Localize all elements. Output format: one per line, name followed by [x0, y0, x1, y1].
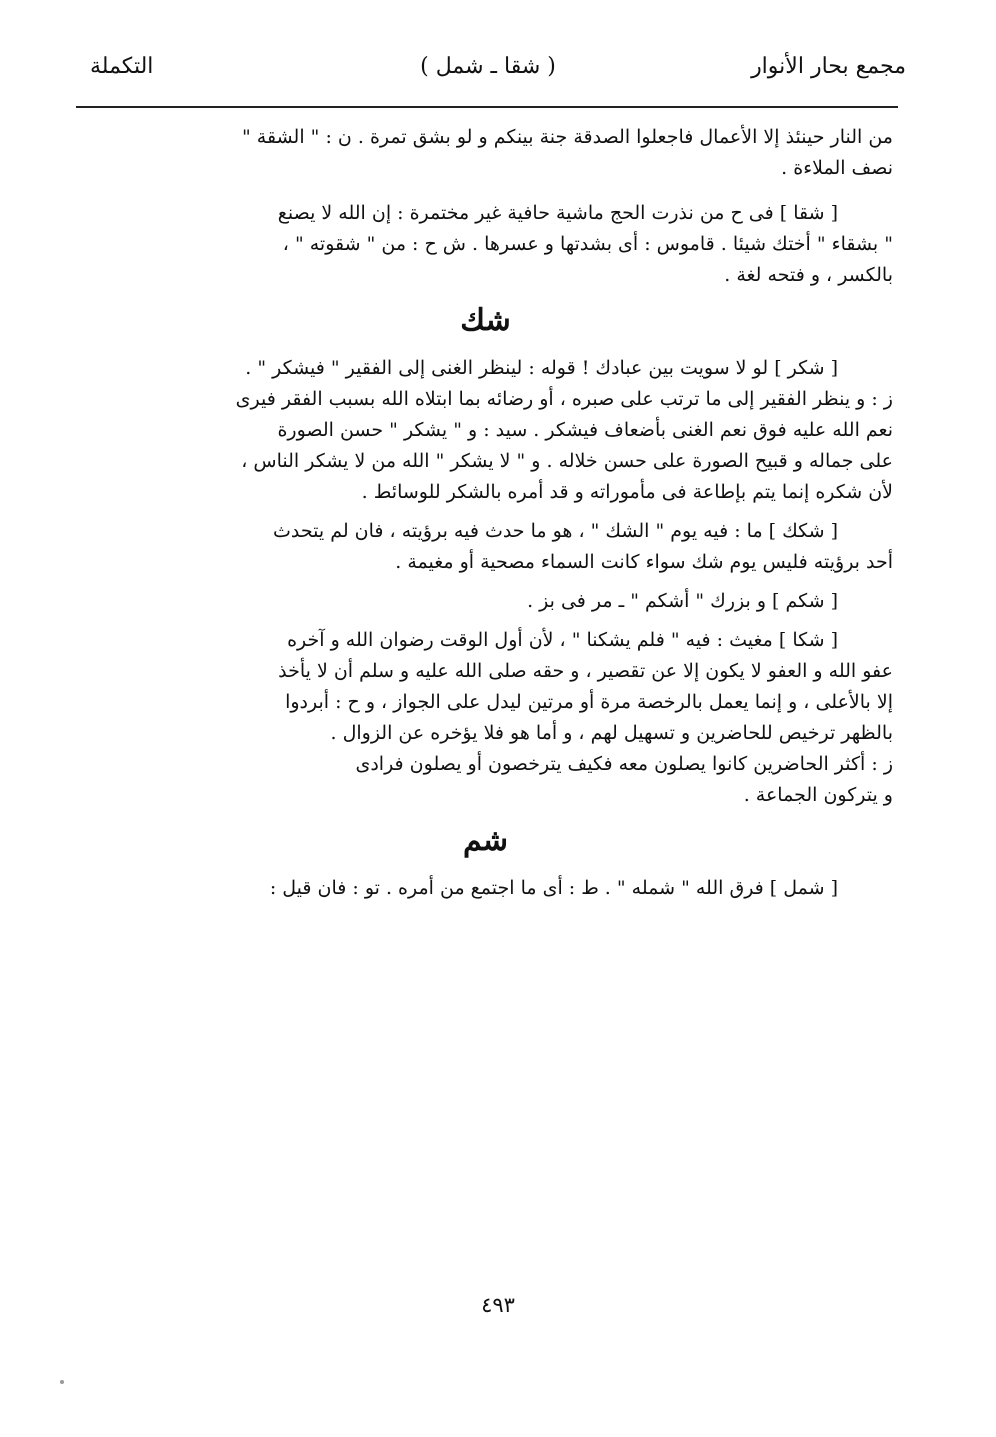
entry-line: [ شكم ] و بزرك " أشكم " ـ مر فى بز . [527, 590, 838, 612]
entry-line: [ شكا ] مغيث : فيه " فلم يشكنا " ، لأن أول الوقت رضوان الله و آخره [287, 629, 838, 651]
entry-range: ( شقا ـ شمل ) [420, 54, 556, 79]
section-heading: شم [462, 823, 509, 858]
text-line: نعم الله عليه فوق نعم الغنى بأضعاف فيشكر . سيد : و " يشكر " حسن الصورة [277, 419, 893, 441]
entry-line: [ شمل ] فرق الله " شمله " . ط : أى ما اجتمع من أمره . تو : فان قيل : [269, 877, 838, 899]
text-line: إلا بالأعلى ، و إنما يعمل بالرخصة مرة أو مرتين ليدل على الجواز ، و ح : أبردوا [285, 691, 893, 713]
entry-line: [ شكر ] لو لا سويت بين عبادك ! قوله : لينظر الغنى إلى الفقير " فيشكر " . [245, 357, 838, 379]
text-line: لأن شكره إنما يتم بإطاعة فى مأموراته و قد أمره بالشكر للوسائط . [361, 481, 893, 503]
text-line: ز : و ينظر الفقير إلى ما ترتب على صبره ، أو رضائه بما ابتلاه الله بسبب الفقر فيرى [235, 388, 893, 410]
page-number: ٤٩٣ [481, 1293, 515, 1317]
text-line: أحد برؤيته فليس يوم شك سواء كانت السماء مصحية أو مغيمة . [395, 551, 893, 573]
section-heading: شك [460, 303, 511, 338]
scan-speck [60, 1380, 64, 1384]
entry-line: [ شكك ] ما : فيه يوم " الشك " ، هو ما حدث فيه برؤيته ، فان لم يتحدث [273, 520, 838, 542]
book-title: مجمع بحار الأنوار [751, 54, 906, 79]
text-line: و يتركون الجماعة . [743, 784, 893, 806]
text-line: " بشقاء " أختك شيئا . قاموس : أى بشدتها و عسرها . ش ح : من " شقوته " ، [282, 233, 893, 255]
entry-line: [ شقا ] فى ح من نذرت الحج ماشية حافية غير مختمرة : إن الله لا يصنع [277, 202, 838, 224]
section-title: التكملة [90, 54, 154, 79]
text-line: ز : أكثر الحاضرين كانوا يصلون معه فكيف يترخصون أو يصلون فرادى [355, 753, 893, 775]
page-body [78, 122, 893, 904]
text-line: من النار حينئذ إلا الأعمال فاجعلوا الصدقة جنة بينكم و لو بشق تمرة . ن : " الشقة " [242, 126, 893, 148]
header-rule [76, 106, 898, 108]
running-head [70, 52, 906, 96]
text-line: نصف الملاءة . [781, 157, 893, 179]
text-line: عفو الله و العفو لا يكون إلا عن تقصير ، و حقه صلى الله عليه و سلم أن لا يأخذ [278, 660, 893, 682]
text-line: على جماله و قبيح الصورة على حسن خلاله . و " لا يشكر " الله من لا يشكر الناس ، [241, 450, 893, 472]
text-line: بالكسر ، و فتحه لغة . [724, 264, 893, 286]
text-line: بالظهر ترخيص للحاضرين و تسهيل لهم ، و أما هو فلا يؤخره عن الزوال . [330, 722, 893, 744]
